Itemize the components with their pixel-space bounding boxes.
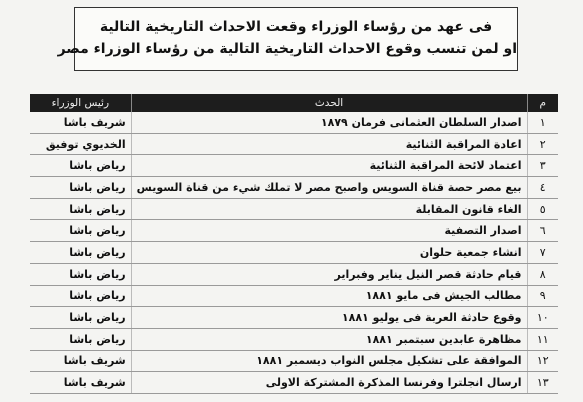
row-prime-minister: رياض باشا: [30, 328, 131, 350]
row-event: وقوع حادثة العربة فى يوليو ١٨٨١: [131, 307, 527, 329]
row-prime-minister: شريف باشا: [30, 350, 131, 372]
row-event: الموافقة على تشكيل مجلس النواب ديسمبر ١٨٨١: [131, 350, 527, 372]
table-row: [30, 307, 558, 329]
row-number: ٩: [527, 285, 558, 307]
row-prime-minister: رياض باشا: [30, 307, 131, 329]
table-body: [30, 112, 558, 393]
row-number: ١٠: [527, 307, 558, 329]
row-event: ارسال انجلترا وفرنسا المذكرة المشتركة الاولى: [131, 372, 527, 394]
row-prime-minister: رياض باشا: [30, 242, 131, 264]
table-row: [30, 285, 558, 307]
table-row: [30, 220, 558, 242]
row-event: بيع مصر حصة قناة السويس واصبح مصر لا تملك شيء من قناة السويس: [131, 177, 527, 199]
table-row: [30, 133, 558, 155]
row-prime-minister: رياض باشا: [30, 177, 131, 199]
title-line-2: او لمن تنسب وقوع الاحداث التاريخية التالية من رؤساء الوزراء مصر: [57, 41, 517, 57]
row-number: ١٢: [527, 350, 558, 372]
table-header: [30, 94, 558, 112]
row-event: اصدار التصفية: [131, 220, 527, 242]
row-event: الغاء قانون المقابلة: [131, 198, 527, 220]
table-row: [30, 328, 558, 350]
row-number: ٧: [527, 242, 558, 264]
row-event: اعادة المراقبة الثنائية: [131, 133, 527, 155]
row-number: ٦: [527, 220, 558, 242]
table-row: [30, 350, 558, 372]
row-prime-minister: رياض باشا: [30, 198, 131, 220]
row-event: مظاهرة عابدين سبتمبر ١٨٨١: [131, 328, 527, 350]
row-prime-minister: شريف باشا: [30, 372, 131, 394]
header-num: م: [527, 94, 558, 112]
row-number: ٢: [527, 133, 558, 155]
table-row: [30, 112, 558, 133]
table-row: [30, 198, 558, 220]
row-number: ٨: [527, 263, 558, 285]
row-event: قيام حادثة قصر النيل يناير وفبراير: [131, 263, 527, 285]
row-prime-minister: الخديوي توفيق: [30, 133, 131, 155]
header-pm: رئيس الوزراء: [30, 94, 131, 112]
table-row: [30, 177, 558, 199]
row-number: ٤: [527, 177, 558, 199]
row-prime-minister: شريف باشا: [30, 112, 131, 133]
table-row: [30, 155, 558, 177]
row-number: ٣: [527, 155, 558, 177]
header-event: الحدث: [131, 94, 527, 112]
row-event: اصدار السلطان العثمانى فرمان ١٨٧٩: [131, 112, 527, 133]
row-prime-minister: رياض باشا: [30, 263, 131, 285]
events-table: [30, 94, 558, 394]
table-row: [30, 242, 558, 264]
row-prime-minister: رياض باشا: [30, 220, 131, 242]
row-prime-minister: رياض باشا: [30, 155, 131, 177]
question-title-box: [57, 7, 518, 71]
row-event: اعتماد لائحة المراقبة الثنائية: [131, 155, 527, 177]
table-row: [30, 263, 558, 285]
table-row: [30, 372, 558, 394]
title-line-1: فى عهد من رؤساء الوزراء وقعت الاحداث التاريخية التالية: [99, 19, 493, 35]
row-number: ٥: [527, 198, 558, 220]
row-number: ١٣: [527, 372, 558, 394]
row-event: مطالب الجيش فى مايو ١٨٨١: [131, 285, 527, 307]
row-prime-minister: رياض باشا: [30, 285, 131, 307]
row-number: ١١: [527, 328, 558, 350]
row-number: ١: [527, 112, 558, 133]
row-event: انشاء جمعية حلوان: [131, 242, 527, 264]
